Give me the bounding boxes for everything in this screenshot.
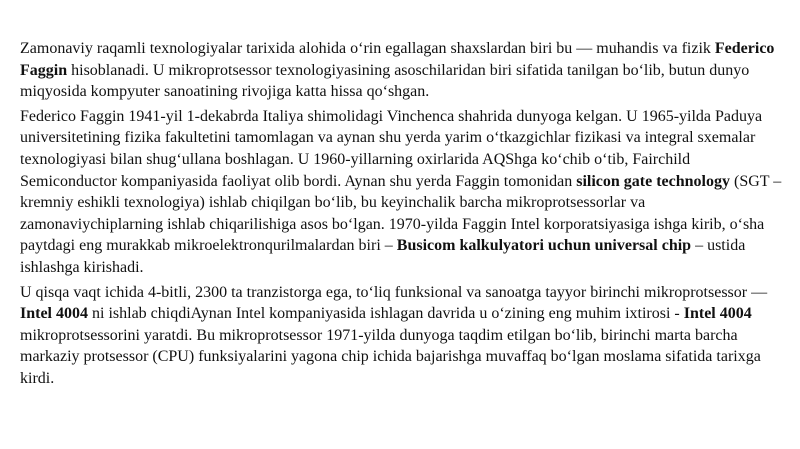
text-segment: Zamonaviy raqamli texnologiyalar tarixida alohida o‘rin egallagan shaxslardan biri bu — muhandis va fizik — [20, 40, 715, 57]
text-segment: mikroprotsessorini yaratdi. Bu mikroprotsessor 1971-yilda dunyoga taqdim etilgan bo‘lib, birinchi marta barcha markaziy protsessor (CPU) funksiyalarini yagona chip ichida bajarishga muvaffaq bo‘lgan moslama sifatida tarixga kirdi. — [20, 326, 761, 387]
paragraph-biography — [20, 106, 782, 279]
paragraph-intro — [20, 38, 782, 103]
text-segment: hisoblanadi. U mikroprotsessor texnologiyasining asoschilaridan biri sifatida tanilgan bo‘lib, butun dunyo miqyosida kompyuter sanoatining rivojiga katta hissa qo‘shgan. — [20, 61, 750, 101]
text-segment: Federico Faggin 1941-yil 1-dekabrda Italiya shimolidagi Vinchenca shahrida dunyoga kelgan. U 1965-yilda Paduya universitetining fizika fakultetini tamomlagan va aynan shu yerda yarim o‘tkazgichlar fizikasi va integral sxemalar texnologiyasi bilan shug‘ullana boshlagan. U 1960-yillarning oxirlarida AQShga ko‘chib o‘tib, Fairchild Semiconductor kompaniyasida faoliyat olib bordi. Aynan shu yerda Faggin tomonidan — [20, 107, 763, 190]
paragraph-intel-4004 — [20, 282, 782, 390]
bold-term-intel-4004: Intel 4004 — [683, 305, 752, 323]
bold-term-silicon-gate: silicon gate technology — [576, 172, 730, 190]
bold-name-federico-faggin: Federico Faggin — [20, 40, 775, 79]
text-segment: – ustida ishlashga kirishadi. — [20, 237, 746, 276]
bold-term-busicom-chip: Busicom kalkulyatori uchun universal chip — [396, 237, 692, 255]
text-segment: ni ishlab chiqdiAynan Intel kompaniyasida ishlagan davrida u o‘zining eng muhim ixtirosi - — [88, 305, 684, 323]
document-body — [20, 38, 782, 393]
text-segment: (SGT – kremniy eshikli texnologiya) ishlab chiqilgan bo‘lib, bu keyinchalik barcha mikroprotsessorlar va zamonaviychiplarning ishlab chiqarilishiga asos bo‘lgan. 1970-yilda Faggin Intel korporatsiyasiga ishga kirib, o‘sha paytdagi eng murakkab mikroelektronqurilmalardan biri – — [20, 172, 782, 255]
text-segment: U qisqa vaqt ichida 4-bitli, 2300 ta tranzistorga ega, to‘liq funksional va sanoatga tayyor birinchi mikroprotsessor — — [20, 283, 768, 301]
bold-term-intel-4004: Intel 4004 — [20, 305, 88, 323]
